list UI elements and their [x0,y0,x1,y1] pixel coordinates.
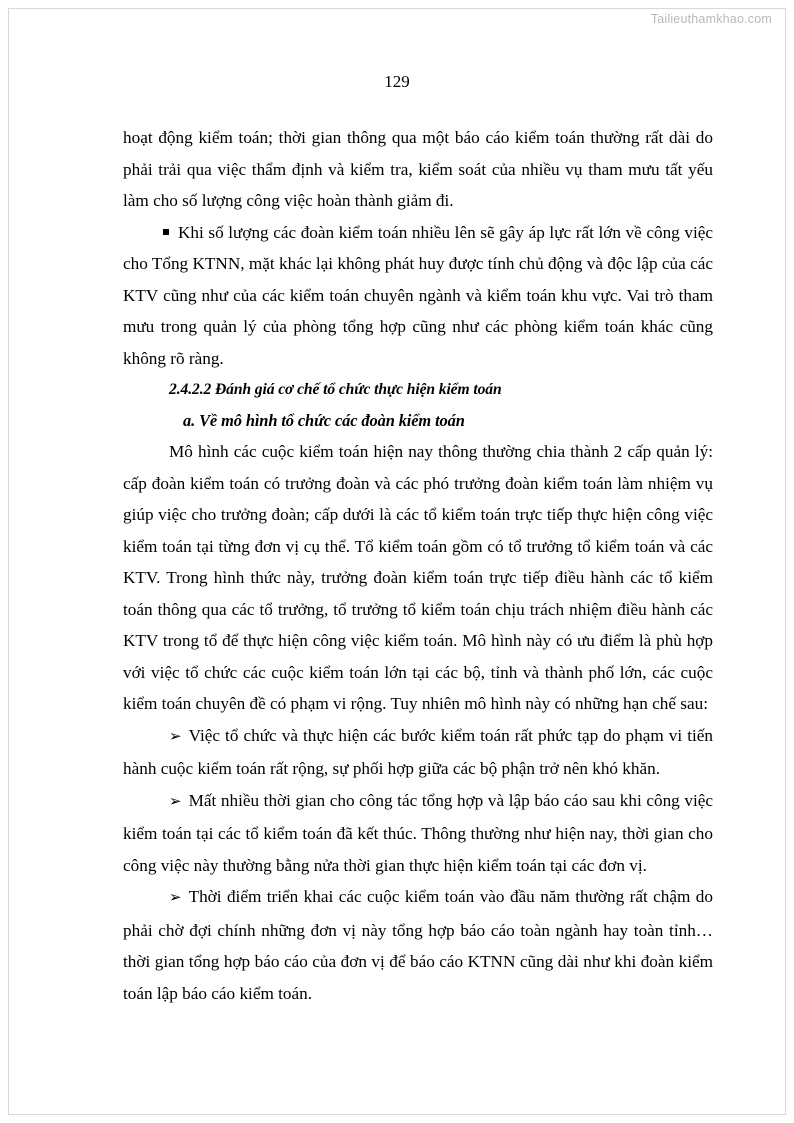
page-number: 129 [384,72,410,91]
arrow-bullet-icon: ➢ [169,793,182,810]
square-bullet-icon [163,229,169,235]
arrow-paragraph-3-text: Thời điểm triển khai các cuộc kiểm toán vào đầu năm thường rất chậm do phải chờ đợi chính những đơn vị này tổng hợp báo cáo toàn ngành hay toàn tỉnh… thời gian tổng hợp báo cáo của đơn vị để báo cáo KTNN cũng dài như khi đoàn kiểm toán lập báo cáo kiểm toán. [123,887,713,1003]
watermark-text: Tailieuthamkhao.com [650,12,772,26]
subsection-heading-a: a. Về mô hình tổ chức các đoàn kiểm toán [183,411,465,430]
bullet-paragraph-1 [123,217,713,375]
arrow-bullet-icon: ➢ [169,728,182,745]
arrow-paragraph-2-text: Mất nhiều thời gian cho công tác tổng hợp và lập báo cáo sau khi công việc kiểm toán tại các tổ kiểm toán đã kết thúc. Thông thường như hiện nay, thời gian cho công việc này thường bằng nửa thời gian thực hiện kiểm toán tại các đơn vị. [123,790,713,875]
paragraph-model-description: Mô hình các cuộc kiểm toán hiện nay thông thường chia thành 2 cấp quản lý: cấp đoàn kiểm toán có trưởng đoàn và các phó trưởng đoàn kiểm toán làm nhiệm vụ giúp việc cho trưởng đoàn; cấp dưới là các tổ kiểm toán trực tiếp thực hiện công việc kiểm toán tại từng đơn vị cụ thể. Tổ kiểm toán gồm có tổ trưởng tổ kiểm toán và các KTV. Trong hình thức này, trưởng đoàn kiểm toán trực tiếp điều hành các tổ kiểm toán thông qua các tổ trưởng, tổ trưởng tổ kiểm toán chịu trách nhiệm điều hành các KTV trong tổ để thực hiện công việc kiểm toán. Mô hình này có ưu điểm là phù hợp với việc tổ chức các cuộc kiểm toán lớn tại các bộ, tỉnh và thành phố lớn, các cuộc kiểm toán chuyên đề có phạm vi rộng. Tuy nhiên mô hình này có những hạn chế sau: [123,442,713,713]
page-content [123,122,713,1009]
arrow-paragraph-1 [123,720,713,785]
arrow-paragraph-2 [123,785,713,882]
section-heading-2422: 2.4.2.2 Đánh giá cơ chế tổ chức thực hiện kiểm toán [169,381,502,398]
arrow-bullet-icon: ➢ [169,890,182,906]
paragraph-continuation: hoạt động kiểm toán; thời gian thông qua một báo cáo kiểm toán thường rất dài do phải trải qua việc thẩm định và kiểm tra, kiểm soát của nhiều vụ tham mưu tất yếu làm cho số lượng công việc hoàn thành giảm đi. [123,128,713,210]
bullet-paragraph-1-text: Khi số lượng các đoàn kiểm toán nhiều lên sẽ gây áp lực rất lớn về công việc cho Tổng KTNN, mặt khác lại không phát huy được tính chủ động và độc lập của các KTV cũng như của các kiểm toán chuyên ngành và kiểm toán khu vực. Vai trò tham mưu trong quản lý của phòng tổng hợp cũng như các phòng kiểm toán khác cũng không rõ ràng. [123,222,713,368]
arrow-paragraph-1-text: Việc tổ chức và thực hiện các bước kiểm toán rất phức tạp do phạm vi tiến hành cuộc kiểm toán rất rộng, sự phối hợp giữa các bộ phận trở nên khó khăn. [123,725,713,778]
arrow-paragraph-3 [123,881,713,1009]
